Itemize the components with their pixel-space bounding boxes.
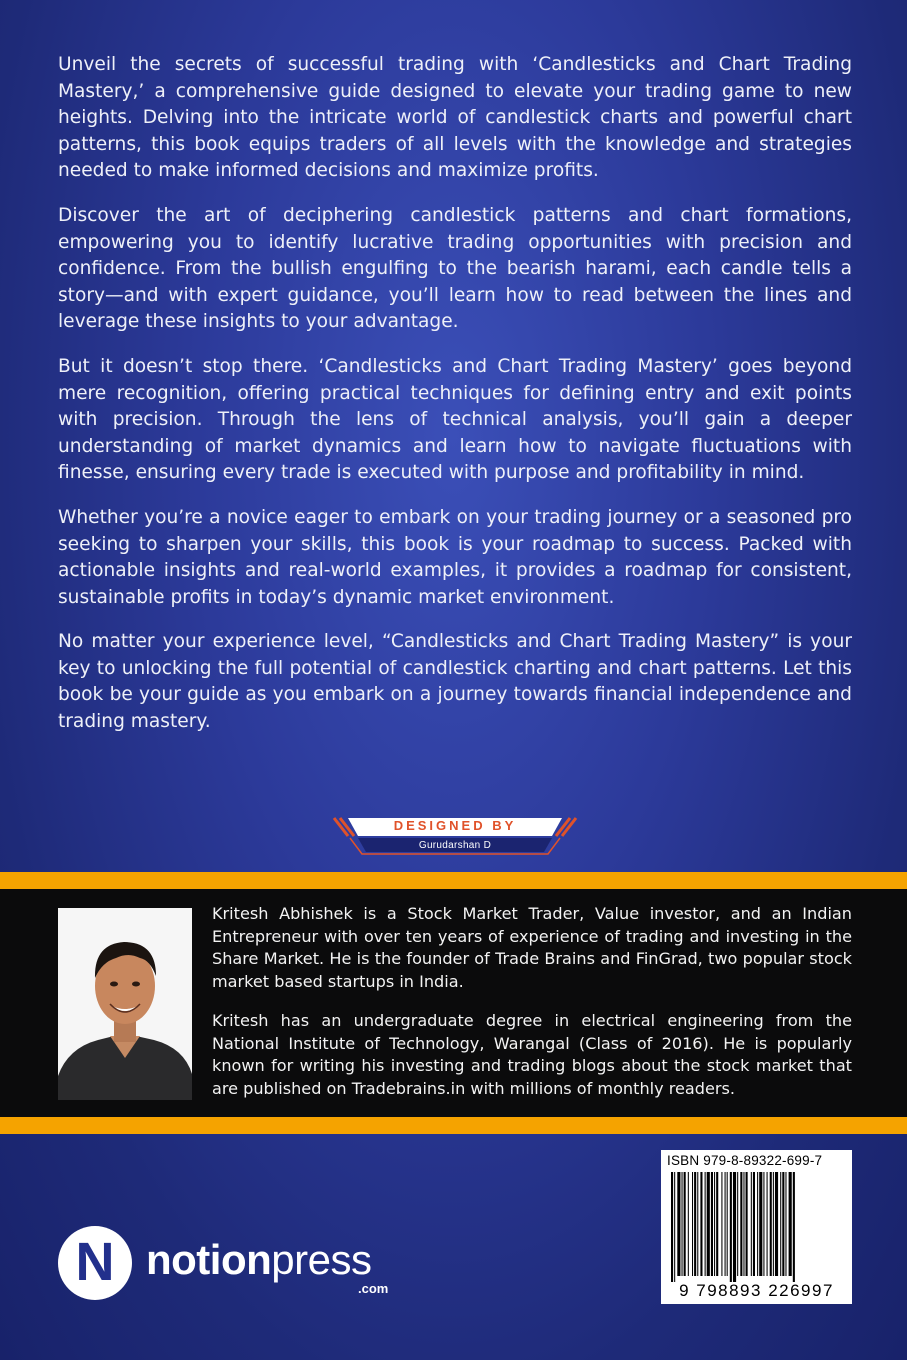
barcode-bar [737, 1172, 738, 1276]
barcode-bar [705, 1172, 706, 1276]
barcode-bar [789, 1172, 792, 1276]
barcode-bar [682, 1172, 683, 1276]
logo-word-light: press [271, 1236, 372, 1283]
author-photo [58, 908, 192, 1100]
barcode-bar [730, 1172, 732, 1282]
isbn-barcode [661, 1150, 852, 1304]
blurb-paragraph-4: Whether you’re a novice eager to embark on your trading journey or a seasoned pro seeking to sharpen your skills, this book is your roadmap to success. Packed with actionable insights and real-world examples, it provides a roadmap for consistent, sustainable profits in today’s dynamic market environment. [58, 506, 852, 608]
blurb-paragraph-3: But it doesn’t stop there. ‘Candlesticks and Chart Trading Mastery’ goes beyond mere recognition, offering practical techniques for defining entry and exit points with precision. Through the lens of technical analysis, you’ll gain a deeper understanding of market dynamics and learn how to navigate fluctuations with finesse, ensuring every trade is executed with purpose and profitability in mind. [58, 355, 852, 484]
barcode-bar [743, 1172, 744, 1276]
barcode-bar [757, 1172, 758, 1276]
barcode-bars [669, 1172, 844, 1282]
logo-wordmark [146, 1236, 371, 1284]
isbn-label: ISBN 979-8-89322-699-7 [667, 1153, 823, 1168]
barcode-bar [740, 1172, 742, 1276]
barcode-bar [775, 1172, 778, 1276]
author-panel [0, 889, 907, 1117]
barcode-bar [753, 1172, 755, 1276]
author-bio [212, 903, 852, 1117]
barcode-digits: 9 798893 226997 [679, 1281, 834, 1300]
barcode-bar [721, 1172, 722, 1276]
blurb-paragraph-2: Discover the art of deciphering candlestick patterns and chart formations, empowering you to identify lucrative trading opportunities with precision and confidence. From the bullish engulfing to the bearish harami, each candle tells a story—and with expert guidance, you’ll learn how to read between the lines and leverage these insights to your advantage. [58, 204, 852, 333]
barcode-bar [688, 1172, 689, 1276]
barcode-bar [694, 1172, 696, 1276]
barcode-bar [671, 1172, 673, 1282]
barcode-bar [793, 1172, 795, 1282]
barcode-bar [727, 1172, 728, 1276]
back-cover-blurb [58, 52, 852, 754]
logo-suffix: .com [358, 1281, 389, 1296]
notionpress-logo [58, 1226, 408, 1300]
designed-by-badge [330, 814, 580, 856]
barcode-bar [770, 1172, 772, 1276]
barcode-bar [707, 1172, 710, 1276]
barcode-bar [767, 1172, 768, 1276]
barcode-bar [780, 1172, 781, 1276]
barcode-bar [716, 1172, 718, 1276]
designer-name: Gurudarshan D [418, 840, 492, 851]
barcode-bar [697, 1172, 698, 1276]
barcode-bar [711, 1172, 713, 1276]
barcode-bar [751, 1172, 752, 1276]
barcode-bar [782, 1172, 784, 1276]
barcode-bar [677, 1172, 680, 1276]
designed-by-label: DESIGNED BY [393, 818, 517, 833]
blurb-paragraph-1: Unveil the secrets of successful trading with ‘Candlesticks and Chart Trading Mastery,’ a comprehensive guide designed to elevate your trading game to new heights. Delving into the intricate world of candlestick charts and powerful chart patterns, this book equips traders of all levels with the knowledge and strategies needed to make informed decisions and maximize profits. [58, 54, 852, 182]
logo-mark-letter: N [75, 1232, 115, 1292]
barcode-bar [692, 1172, 693, 1276]
barcode-bar [725, 1172, 726, 1276]
barcode-bar [674, 1172, 675, 1282]
barcode-bar [763, 1172, 764, 1276]
barcode-bar [733, 1172, 736, 1282]
barcode-bar [785, 1172, 786, 1276]
notionpress-mark-icon [58, 1226, 132, 1300]
author-bio-paragraph-1: Kritesh Abhishek is a Stock Market Trader, Value investor, and an Indian Entrepreneur with over ten years of experience of trading and investing in the Share Market. He is the founder of Trade Brains and FinGrad, two popular stock market based startups in India. [212, 904, 852, 992]
author-band [0, 872, 907, 1134]
barcode-bar [759, 1172, 762, 1276]
blurb-paragraph-5: No matter your experience level, “Candlesticks and Chart Trading Mastery” is your key to unlocking the full potential of candlestick charting and chart patterns. Let this book be your guide as you embark on a journey towards financial independence and trading mastery. [58, 631, 852, 733]
barcode-bar [684, 1172, 686, 1276]
logo-word-bold: notion [146, 1236, 272, 1283]
author-bio-paragraph-2: Kritesh has an undergraduate degree in electrical engineering from the National Institute of Technology, Warangal (Class of 2016). He is popularly known for writing his investing and trading blogs about the stock market that are published on Tradebrains.in with millions of monthly readers. [212, 1010, 852, 1098]
barcode-bar [746, 1172, 748, 1276]
barcode-bar [714, 1172, 715, 1276]
barcode-bar [700, 1172, 702, 1276]
barcode-bar [773, 1172, 774, 1276]
